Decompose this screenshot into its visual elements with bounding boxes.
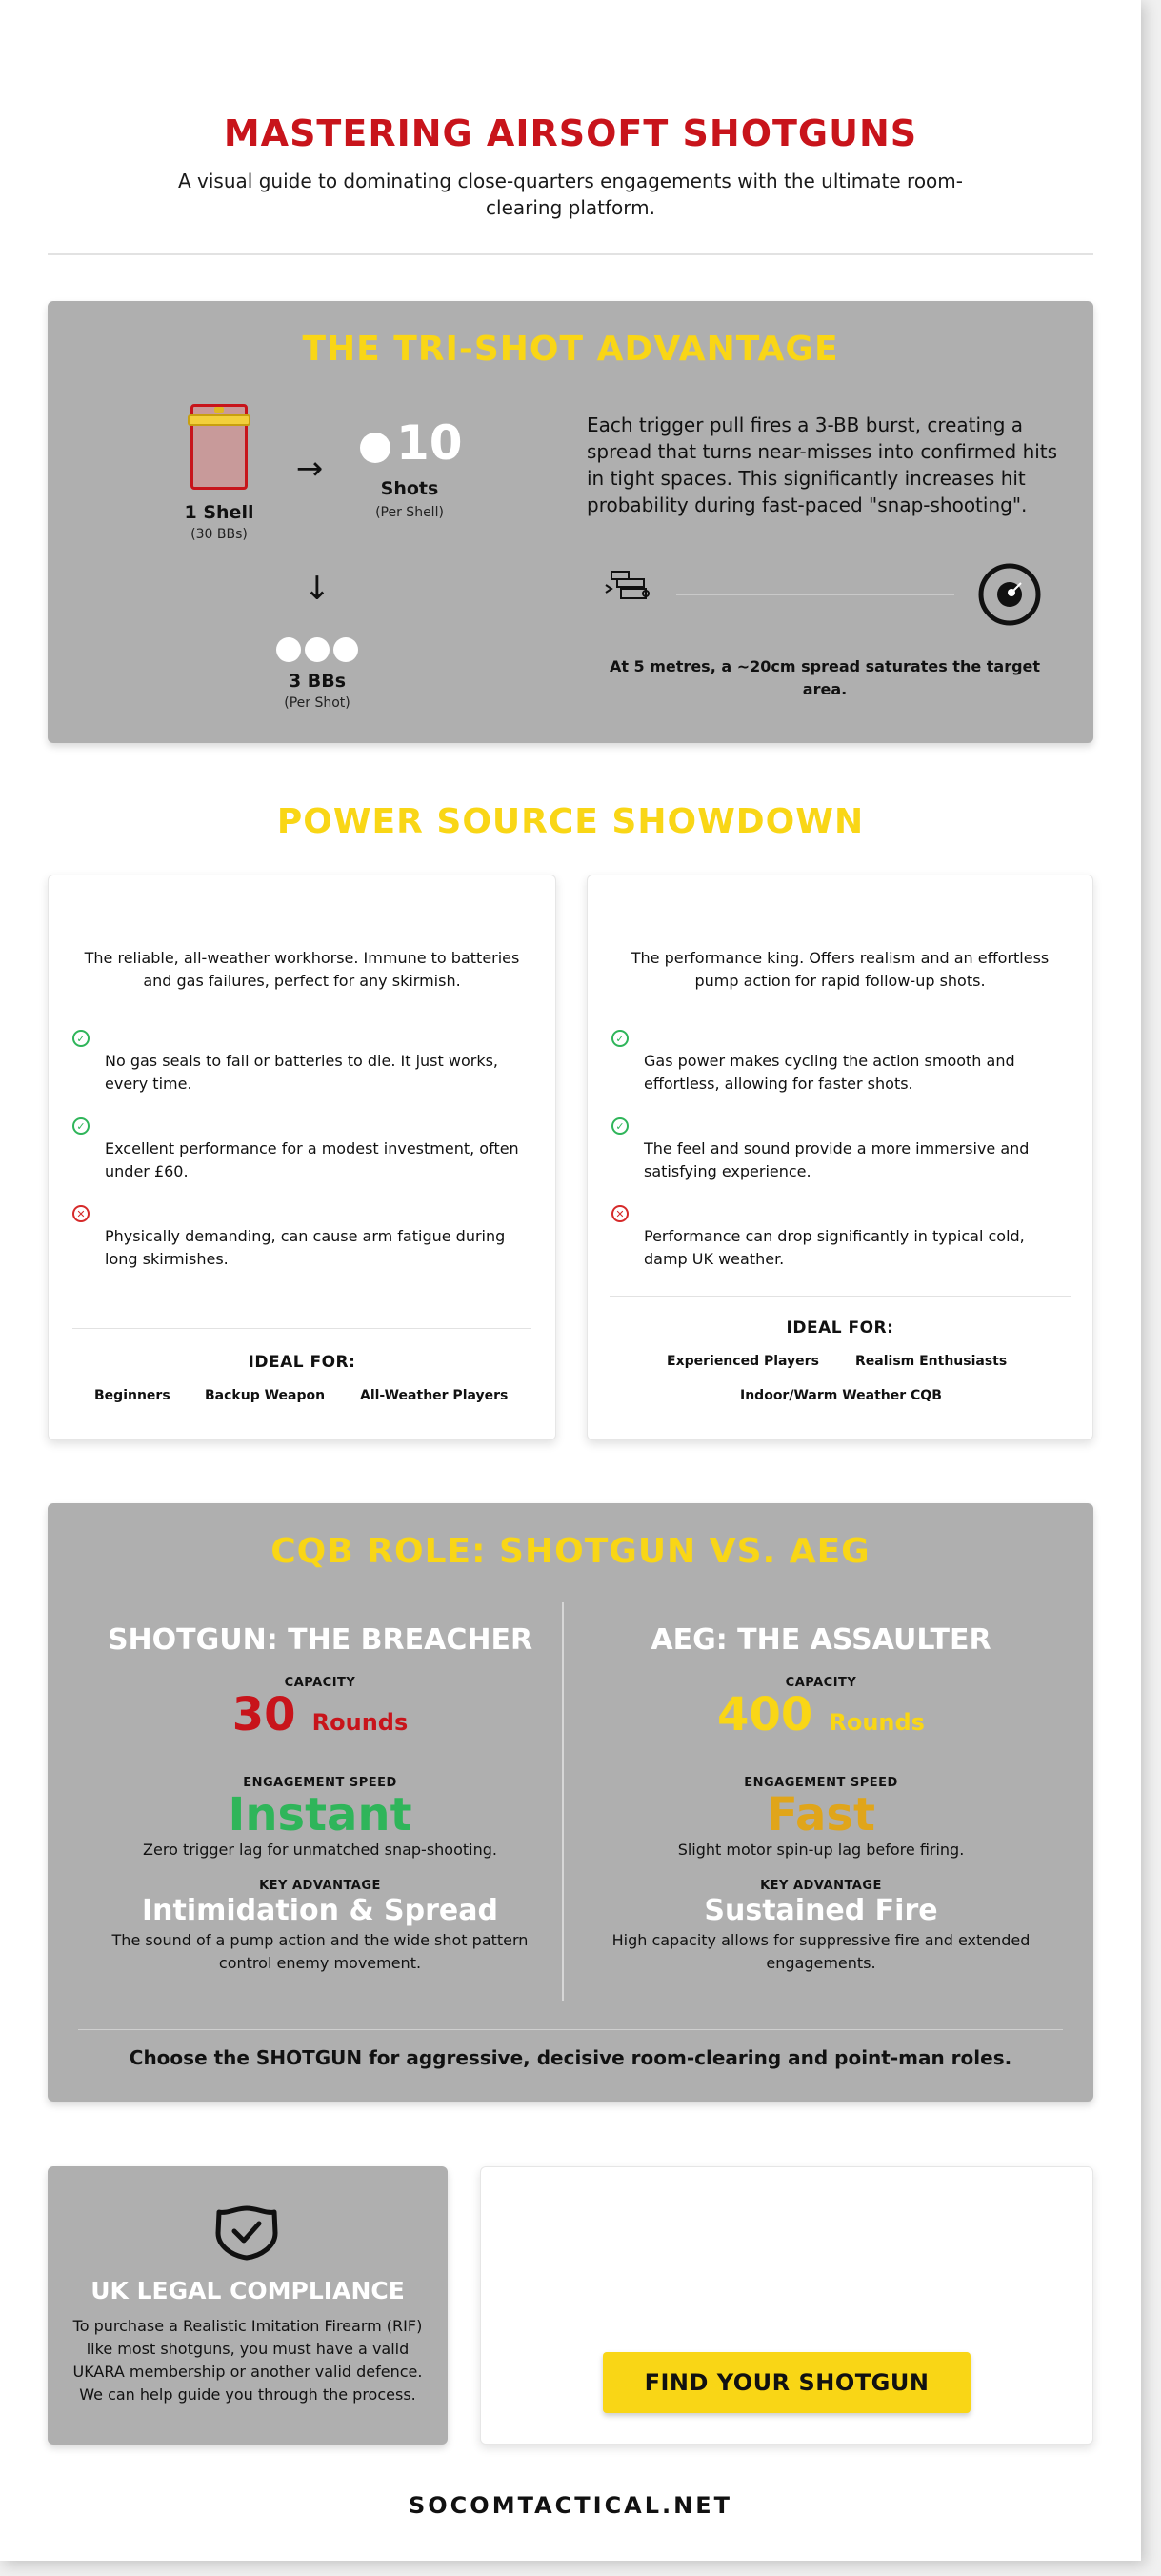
tri-shot-description: Each trigger pull fires a 3-BB burst, creating a spread that turns near-misses into confirmed hits in tight spaces. This significantly increases hit probability during fast-paced "snap-shooting".: [587, 413, 1058, 516]
ideal-tag: Beginners: [94, 1388, 170, 1403]
advantage-label: KEY ADVANTAGE: [259, 1879, 381, 1893]
capacity-value: 30: [231, 1688, 296, 1741]
bb-icon: [276, 637, 301, 662]
cross-icon: ✕: [611, 1205, 629, 1222]
card-description: The performance king. Offers realism and an effortless pump action for rapid follow-up shots.: [631, 949, 1050, 990]
ideal-heading: IDEAL FOR:: [786, 1318, 894, 1338]
capacity-value: 400: [717, 1688, 813, 1741]
shotgun-role-title: SHOTGUN: THE BREACHER: [107, 1623, 533, 1657]
capacity-label: CAPACITY: [284, 1676, 356, 1690]
page-subtitle: A visual guide to dominating close-quarters engagements with the ultimate room-clearing platform.: [178, 170, 963, 219]
header-divider: [48, 253, 1093, 255]
speed-value: Fast: [767, 1788, 875, 1841]
spread-line: [676, 594, 954, 595]
check-icon: ✓: [611, 1117, 629, 1135]
bbs-sub: (Per Shot): [284, 695, 350, 711]
check-icon: ✓: [72, 1030, 90, 1047]
target-icon: [977, 562, 1042, 627]
cqb-heading: CQB ROLE: SHOTGUN VS. AEG: [270, 1532, 871, 1571]
column-divider: [562, 1602, 564, 2001]
card-item: Gas power makes cycling the action smooth and effortless, allowing for faster shots.: [644, 1052, 1015, 1093]
arrow-right-icon: →: [295, 450, 324, 488]
capacity-unit: Rounds: [829, 1709, 925, 1736]
cqb-conclusion: Choose the SHOTGUN for aggressive, decisive room-clearing and point-man roles.: [129, 2046, 1012, 2069]
ideal-tag: Realism Enthusiasts: [855, 1354, 1008, 1369]
bb-icon: [360, 433, 390, 463]
shots-value: 10: [396, 415, 463, 471]
ideal-tag: Indoor/Warm Weather CQB: [740, 1388, 942, 1403]
advantage-value: Sustained Fire: [704, 1894, 938, 1927]
shield-check-icon: [213, 2204, 280, 2262]
shell-icon: [190, 404, 248, 490]
footer-site[interactable]: SOCOMTACTICAL.NET: [408, 2492, 733, 2519]
advantage-value: Intimidation & Spread: [142, 1894, 498, 1927]
card-item: Excellent performance for a modest investment, often under £60.: [105, 1139, 519, 1180]
speed-label: ENGAGEMENT SPEED: [243, 1776, 397, 1790]
legal-heading: UK LEGAL COMPLIANCE: [90, 2277, 405, 2304]
card-divider: [610, 1296, 1071, 1297]
bbs-label: 3 BBs: [288, 671, 347, 692]
speed-value: Instant: [228, 1788, 412, 1841]
card-divider: [72, 1328, 531, 1329]
capacity-row: [583, 1688, 1059, 1741]
cqb-divider: [78, 2029, 1063, 2030]
capacity-unit: Rounds: [311, 1709, 409, 1736]
bb-icon: [333, 637, 358, 662]
shots-sub: (Per Shell): [375, 505, 444, 520]
arrow-down-icon: ↓: [303, 570, 331, 608]
bb-icon: [305, 637, 330, 662]
tri-shot-heading: THE TRI-SHOT ADVANTAGE: [302, 330, 839, 369]
ideal-tag: All-Weather Players: [360, 1388, 509, 1403]
ideal-tag: Experienced Players: [667, 1354, 819, 1369]
shell-sub: (30 BBs): [190, 527, 248, 542]
cross-icon: ✕: [72, 1205, 90, 1222]
advantage-desc: The sound of a pump action and the wide shot pattern control enemy movement.: [111, 1931, 529, 1972]
ideal-tag: Backup Weapon: [205, 1388, 326, 1403]
check-icon: ✓: [611, 1030, 629, 1047]
legal-text: To purchase a Realistic Imitation Firearm (RIF) like most shotguns, you must have a valid UKARA membership or another valid defence. We can help guide you through the process.: [72, 2317, 423, 2404]
card-description: The reliable, all-weather workhorse. Immune to batteries and gas failures, perfect for any skirmish.: [84, 949, 520, 990]
card-item: Performance can drop significantly in typical cold, damp UK weather.: [644, 1227, 1025, 1268]
speed-desc: Slight motor spin-up lag before firing.: [677, 1841, 965, 1859]
page-title: MASTERING AIRSOFT SHOTGUNS: [223, 112, 918, 154]
advantage-label: KEY ADVANTAGE: [760, 1879, 882, 1893]
shotgun-icon: [604, 568, 657, 610]
capacity-label: CAPACITY: [785, 1676, 857, 1690]
shell-label: 1 Shell: [184, 502, 254, 523]
spread-note: At 5 metres, a ~20cm spread saturates the target area.: [609, 657, 1041, 698]
power-heading: POWER SOURCE SHOWDOWN: [276, 802, 865, 841]
shots-label: Shots: [380, 478, 439, 499]
ideal-heading: IDEAL FOR:: [248, 1353, 356, 1372]
check-icon: ✓: [72, 1117, 90, 1135]
card-item: The feel and sound provide a more immersive and satisfying experience.: [644, 1139, 1030, 1180]
advantage-desc: High capacity allows for suppressive fire and extended engagements.: [611, 1931, 1031, 1972]
find-shotgun-button[interactable]: FIND YOUR SHOTGUN: [603, 2352, 971, 2413]
card-item: No gas seals to fail or batteries to die. It just works, every time.: [105, 1052, 498, 1093]
aeg-role-title: AEG: THE ASSAULTER: [651, 1623, 991, 1657]
speed-label: ENGAGEMENT SPEED: [744, 1776, 898, 1790]
card-item: Physically demanding, can cause arm fatigue during long skirmishes.: [105, 1227, 506, 1268]
capacity-row: [82, 1688, 558, 1741]
speed-desc: Zero trigger lag for unmatched snap-shooting.: [143, 1841, 497, 1859]
